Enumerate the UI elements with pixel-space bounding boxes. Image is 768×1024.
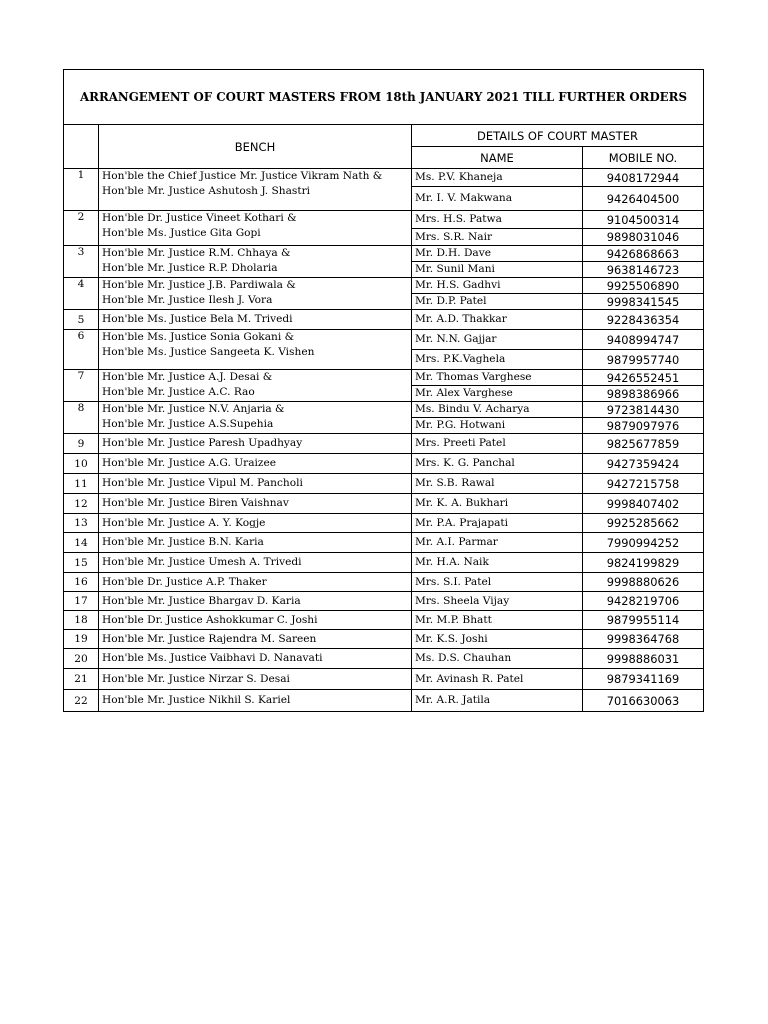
table-row <box>64 573 704 592</box>
court-master-name: Mr. K. A. Bukhari <box>412 494 583 514</box>
bench-judge-line: Hon'ble Mr. Justice A.C. Rao <box>102 386 255 398</box>
court-master-name: Mr. D.H. Dave <box>412 246 583 262</box>
bench-cell <box>99 494 412 514</box>
bench-cell <box>99 669 412 690</box>
serial-number: 1 <box>64 169 99 211</box>
serial-number: 14 <box>64 533 99 553</box>
bench-judge-line: Hon'ble Mr. Justice B.N. Karia <box>102 536 264 548</box>
court-master-name: Ms. P.V. Khaneja <box>412 169 583 187</box>
court-master-mobile: 9426404500 <box>583 187 704 211</box>
court-master-name: Mr. K.S. Joshi <box>412 630 583 649</box>
court-master-mobile: 9825677859 <box>583 434 704 454</box>
table-row <box>64 474 704 494</box>
bench-judge-line: Hon'ble Mr. Justice Nikhil S. Kariel <box>102 694 291 706</box>
court-master-mobile: 9998886031 <box>583 649 704 669</box>
court-master-name: Mr. P.A. Prajapati <box>412 514 583 533</box>
bench-judge-line: Hon'ble Mr. Justice Paresh Upadhyay <box>102 437 303 449</box>
table-row <box>64 402 704 418</box>
court-master-name: Mrs. Sheela Vijay <box>412 592 583 611</box>
court-master-name: Mrs. S.I. Patel <box>412 573 583 592</box>
table-row <box>64 330 704 350</box>
bench-judge-line: Hon'ble Mr. Justice J.B. Pardiwala & <box>102 279 296 291</box>
serial-number: 8 <box>64 402 99 434</box>
serial-number: 17 <box>64 592 99 611</box>
bench-cell <box>99 434 412 454</box>
serial-number: 11 <box>64 474 99 494</box>
court-master-name: Ms. Bindu V. Acharya <box>412 402 583 418</box>
table-row <box>64 649 704 669</box>
bench-cell <box>99 211 412 246</box>
bench-cell <box>99 649 412 669</box>
court-master-mobile: 9898031046 <box>583 229 704 246</box>
table-row <box>64 611 704 630</box>
serial-number: 19 <box>64 630 99 649</box>
bench-cell <box>99 611 412 630</box>
court-master-name: Mrs. K. G. Panchal <box>412 454 583 474</box>
bench-cell <box>99 630 412 649</box>
court-master-name: Mr. Sunil Mani <box>412 262 583 278</box>
bench-judge-line: Hon'ble Mr. Justice Biren Vaishnav <box>102 497 289 509</box>
bench-judge-line: Hon'ble Dr. Justice A.P. Thaker <box>102 575 267 588</box>
table-row <box>64 669 704 690</box>
court-master-mobile: 9428219706 <box>583 592 704 611</box>
table-row <box>64 211 704 229</box>
serial-number: 5 <box>64 310 99 330</box>
court-master-name: Mr. S.B. Rawal <box>412 474 583 494</box>
bench-cell <box>99 592 412 611</box>
bench-cell <box>99 169 412 211</box>
bench-cell <box>99 402 412 434</box>
court-master-mobile: 7016630063 <box>583 690 704 712</box>
court-master-name: Mr. H.A. Naik <box>412 553 583 573</box>
court-master-mobile: 9427359424 <box>583 454 704 474</box>
court-master-mobile: 9723814430 <box>583 402 704 418</box>
bench-cell <box>99 514 412 533</box>
court-master-mobile: 9998341545 <box>583 294 704 310</box>
table-row <box>64 630 704 649</box>
court-master-name: Mr. Alex Varghese <box>412 386 583 402</box>
court-master-mobile: 9408172944 <box>583 169 704 187</box>
court-master-mobile: 9638146723 <box>583 262 704 278</box>
bench-judge-line: Hon'ble Ms. Justice Sonia Gokani & <box>102 331 295 343</box>
court-master-mobile: 9824199829 <box>583 553 704 573</box>
bench-cell <box>99 246 412 278</box>
serial-number: 7 <box>64 370 99 402</box>
bench-cell <box>99 553 412 573</box>
court-master-mobile: 9998364768 <box>583 630 704 649</box>
table-row <box>64 370 704 386</box>
bench-judge-line: Hon'ble Mr. Justice A.G. Uraizee <box>102 457 277 469</box>
court-master-mobile: 9228436354 <box>583 310 704 330</box>
bench-cell <box>99 310 412 330</box>
table-row <box>64 533 704 553</box>
bench-judge-line: Hon'ble Mr. Justice R.M. Chhaya & <box>102 247 291 259</box>
court-master-name: Mr. A.I. Parmar <box>412 533 583 553</box>
table-row <box>64 553 704 573</box>
court-master-mobile: 9998407402 <box>583 494 704 514</box>
name-header: NAME <box>412 147 583 169</box>
bench-judge-line: Hon'ble Ms. Justice Gita Gopi <box>102 227 261 239</box>
court-master-name: Mr. P.G. Hotwani <box>412 418 583 434</box>
bench-judge-line: Hon'ble Mr. Justice Ilesh J. Vora <box>102 294 273 306</box>
bench-cell <box>99 370 412 402</box>
serial-number: 3 <box>64 246 99 278</box>
bench-judge-line: Hon'ble Dr. Justice Ashokkumar C. Joshi <box>102 613 318 626</box>
bench-cell <box>99 474 412 494</box>
bench-judge-line: Hon'ble Mr. Justice A. Y. Kogje <box>102 516 266 529</box>
court-master-name: Mr. H.S. Gadhvi <box>412 278 583 294</box>
table-row <box>64 592 704 611</box>
serial-number: 2 <box>64 211 99 246</box>
table-body <box>64 169 704 712</box>
table-row <box>64 434 704 454</box>
court-master-mobile: 9408994747 <box>583 330 704 350</box>
bench-judge-line: Hon'ble Ms. Justice Vaibhavi D. Nanavati <box>102 652 323 664</box>
court-master-name: Ms. D.S. Chauhan <box>412 649 583 669</box>
court-master-mobile: 9998880626 <box>583 573 704 592</box>
court-master-mobile: 9925506890 <box>583 278 704 294</box>
table-row <box>64 454 704 474</box>
serial-number: 21 <box>64 669 99 690</box>
serial-number: 6 <box>64 330 99 370</box>
bench-cell <box>99 690 412 712</box>
serial-number: 9 <box>64 434 99 454</box>
table-row <box>64 514 704 533</box>
bench-judge-line: Hon'ble Mr. Justice Vipul M. Pancholi <box>102 477 303 489</box>
court-master-name: Mr. A.R. Jatila <box>412 690 583 712</box>
serial-number: 10 <box>64 454 99 474</box>
court-master-mobile: 9879957740 <box>583 350 704 370</box>
bench-judge-line: Hon'ble Mr. Justice A.S.Supehia <box>102 418 274 430</box>
bench-cell <box>99 330 412 370</box>
court-master-name: Mrs. Preeti Patel <box>412 434 583 454</box>
bench-judge-line: Hon'ble Mr. Justice N.V. Anjaria & <box>102 403 285 415</box>
court-master-mobile: 9426552451 <box>583 370 704 386</box>
table-row <box>64 494 704 514</box>
serial-number: 4 <box>64 278 99 310</box>
serial-number: 22 <box>64 690 99 712</box>
serial-number: 18 <box>64 611 99 630</box>
bench-cell <box>99 278 412 310</box>
court-master-mobile: 9879955114 <box>583 611 704 630</box>
court-master-name: Mr. Avinash R. Patel <box>412 669 583 690</box>
bench-judge-line: Hon'ble Mr. Justice R.P. Dholaria <box>102 262 278 274</box>
court-master-name: Mr. M.P. Bhatt <box>412 611 583 630</box>
table-row <box>64 169 704 187</box>
bench-judge-line: Hon'ble Ms. Justice Bela M. Trivedi <box>102 313 293 325</box>
serial-number: 15 <box>64 553 99 573</box>
serial-header <box>64 125 99 169</box>
court-master-name: Mrs. P.K.Vaghela <box>412 350 583 370</box>
bench-judge-line: Hon'ble Mr. Justice A.J. Desai & <box>102 371 273 383</box>
bench-judge-line: Hon'ble Mr. Justice Ashutosh J. Shastri <box>102 185 311 197</box>
bench-cell <box>99 454 412 474</box>
mobile-header: MOBILE NO. <box>583 147 704 169</box>
bench-header: BENCH <box>99 125 412 169</box>
bench-judge-line: Hon'ble the Chief Justice Mr. Justice Vikram Nath & <box>102 170 383 182</box>
bench-cell <box>99 573 412 592</box>
court-master-name: Mr. Thomas Varghese <box>412 370 583 386</box>
table-row <box>64 278 704 294</box>
table-row <box>64 690 704 712</box>
table-row <box>64 246 704 262</box>
bench-judge-line: Hon'ble Dr. Justice Vineet Kothari & <box>102 212 297 224</box>
court-master-name: Mr. I. V. Makwana <box>412 187 583 211</box>
court-masters-table <box>63 69 704 712</box>
court-master-mobile: 9879341169 <box>583 669 704 690</box>
court-master-name: Mrs. H.S. Patwa <box>412 211 583 229</box>
bench-judge-line: Hon'ble Mr. Justice Rajendra M. Sareen <box>102 632 317 645</box>
court-master-name: Mr. N.N. Gajjar <box>412 330 583 350</box>
bench-judge-line: Hon'ble Mr. Justice Umesh A. Trivedi <box>102 556 302 568</box>
bench-judge-line: Hon'ble Mr. Justice Nirzar S. Desai <box>102 672 290 685</box>
court-master-mobile: 9427215758 <box>583 474 704 494</box>
table-row <box>64 310 704 330</box>
serial-number: 20 <box>64 649 99 669</box>
court-master-name: Mr. A.D. Thakkar <box>412 310 583 330</box>
court-master-mobile: 9879097976 <box>583 418 704 434</box>
court-master-mobile: 9925285662 <box>583 514 704 533</box>
bench-judge-line: Hon'ble Ms. Justice Sangeeta K. Vishen <box>102 346 315 358</box>
court-master-mobile: 9104500314 <box>583 211 704 229</box>
court-master-name: Mr. D.P. Patel <box>412 294 583 310</box>
court-master-name: Mrs. S.R. Nair <box>412 229 583 246</box>
serial-number: 12 <box>64 494 99 514</box>
court-master-mobile: 9898386966 <box>583 386 704 402</box>
court-master-mobile: 9426868663 <box>583 246 704 262</box>
court-master-mobile: 7990994252 <box>583 533 704 553</box>
bench-judge-line: Hon'ble Mr. Justice Bhargav D. Karia <box>102 594 301 607</box>
document-title: ARRANGEMENT OF COURT MASTERS FROM 18th JANUARY 2021 TILL FURTHER ORDERS <box>64 70 704 125</box>
bench-cell <box>99 533 412 553</box>
serial-number: 13 <box>64 514 99 533</box>
details-header: DETAILS OF COURT MASTER <box>412 125 704 147</box>
serial-number: 16 <box>64 573 99 592</box>
